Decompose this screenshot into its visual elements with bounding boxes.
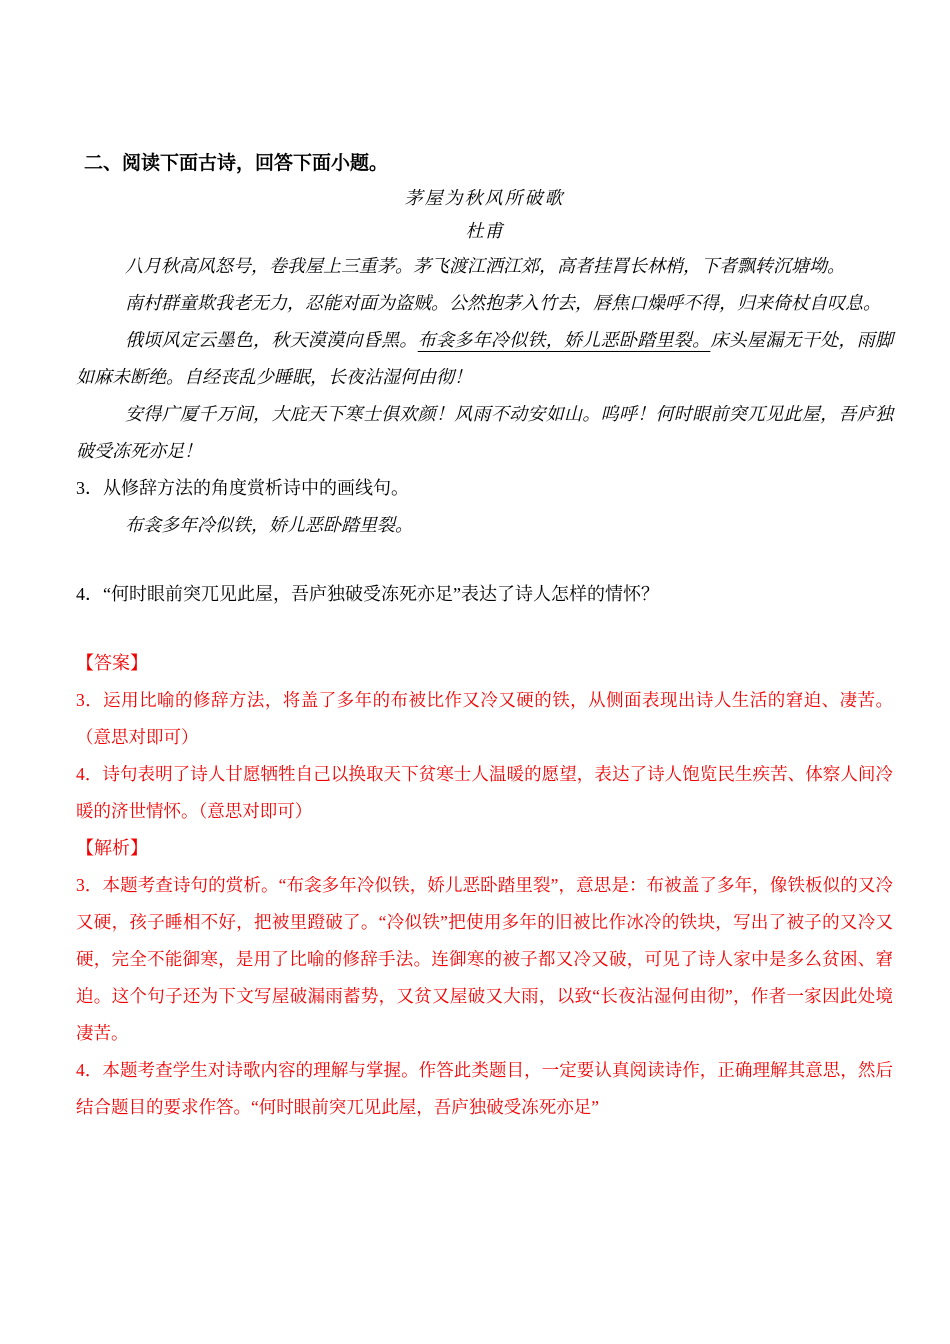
poem-stanza-1: 八月秋高风怒号，卷我屋上三重茅。茅飞渡江洒江郊，高者挂罥长林梢，下者飘转沉塘坳。 (125, 256, 845, 276)
question-3-number: 3． (76, 478, 103, 498)
analysis-label: 【解析】 (76, 838, 148, 858)
answer-4: 4．诗句表明了诗人甘愿牺牲自己以换取天下贫寒士人温暖的愿望，表达了诗人饱览民生疾苦、体察人间冷暖的济世情怀。（意思对即可） (76, 764, 893, 821)
question-3-text: 从修辞方法的角度赏析诗中的画线句。 (103, 478, 409, 498)
question-3 (76, 470, 893, 507)
answer-section (76, 645, 893, 830)
question-4-number: 4． (76, 584, 103, 604)
poem-stanza-4: 安得广厦千万间，大庇天下寒士俱欢颜！风雨不动安如山。呜呼！何时眼前突兀见此屋，吾庐独破受冻死亦足！ (76, 404, 893, 461)
analysis-4: 4．本题考查学生对诗歌内容的理解与掌握。作答此类题目，一定要认真阅读诗作，正确理解其意思，然后结合题目的要求作答。“何时眼前突兀见此屋，吾庐独破受冻死亦足” (76, 1060, 893, 1117)
stanza-3-underlined-phrase: 布衾多年冷似铁，娇儿恶卧踏里裂。 (417, 330, 711, 350)
question-4 (76, 576, 893, 613)
poem-title: 茅屋为秋风所破歌 (404, 188, 565, 208)
question-3-quote: 布衾多年冷似铁，娇儿恶卧踏里裂。 (125, 515, 413, 535)
section-heading: 二、阅读下面古诗，回答下面小题。 (84, 153, 389, 174)
stanza-3-text-before: 俄顷风定云墨色，秋天漠漠向昏黑。 (125, 330, 418, 350)
answer-3: 3．运用比喻的修辞方法，将盖了多年的布被比作又冷又硬的铁，从侧面表现出诗人生活的窘迫、凄苦。（意思对即可） (76, 690, 893, 747)
analysis-section (76, 830, 893, 1126)
poem-stanza-2: 南村群童欺我老无力，忍能对面为盗贼。公然抱茅入竹去，唇焦口燥呼不得，归来倚杖自叹息。 (125, 293, 881, 313)
question-4-text: “何时眼前突兀见此屋，吾庐独破受冻死亦足”表达了诗人怎样的情怀？ (103, 584, 659, 604)
analysis-3: 3．本题考查诗句的赏析。“布衾多年冷似铁，娇儿恶卧踏里裂”，意思是：布被盖了多年，像铁板似的又冷又硬，孩子睡相不好，把被里蹬破了。“冷似铁”把使用多年的旧被比作冰冷的铁块，写出了被子的又冷又硬，完全不能御寒，是用了比喻的修辞手法。连御寒的被子都又冷又破，可见了诗人家中是多么贫困、窘迫。这个句子还为下文写屋破漏雨蓄势，又贫又屋破又大雨，以致“长夜沾湿何由彻”，作者一家因此处境凄苦。 (76, 875, 893, 1043)
poem-author: 杜甫 (465, 221, 504, 241)
poem (76, 182, 893, 470)
stanza-3-text-after: 床头屋漏无干处，雨脚如麻未断绝。自经丧乱少睡眠，长夜沾湿何由彻！ (76, 330, 894, 387)
answer-label: 【答案】 (76, 653, 148, 673)
poem-stanza-3 (76, 322, 893, 396)
